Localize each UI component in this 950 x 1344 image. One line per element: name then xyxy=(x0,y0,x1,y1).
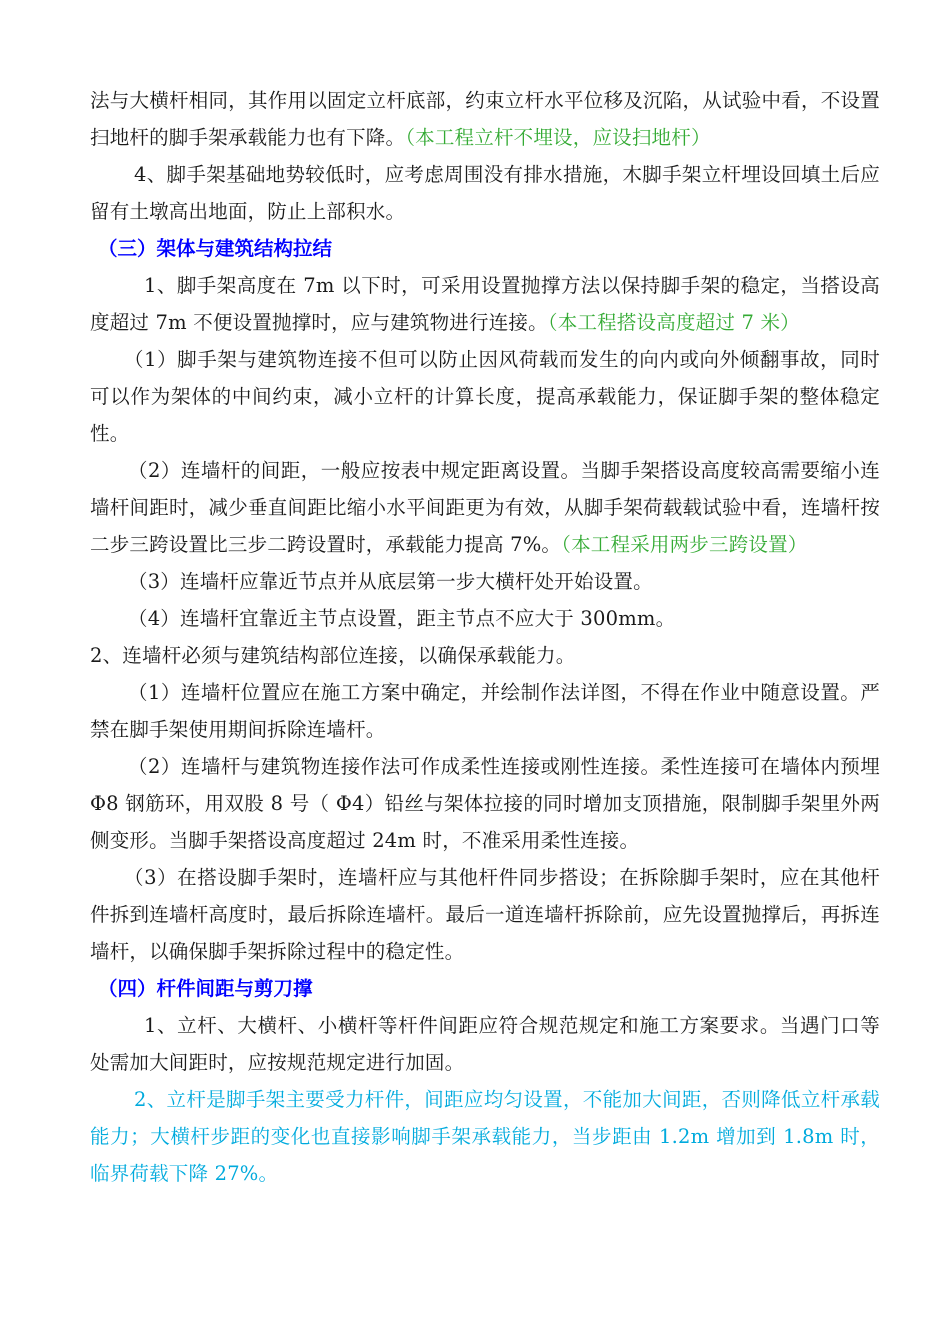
paragraph-wall-tie-connection: 2、连墙杆必须与建筑结构部位连接，以确保承载能力。 xyxy=(90,644,576,667)
paragraph-spacing-1: 1、立杆、大横杆、小横杆等杆件间距应符合规范规定和施工方案要求。当遇门口等处需加大间距时，应按规范规定进行加固。 xyxy=(90,1014,880,1074)
paragraph-tie-item-3: （3）在搭设脚手架时，连墙杆应与其他杆件同步搭设；在拆除脚手架时，应在其他杆件拆到连墙杆高度时，最后拆除连墙杆。最后一道连墙杆拆除前，应先设置抛撑后，再拆连墙杆，以确保脚手架拆除过程中的稳定性。 xyxy=(90,866,880,963)
paragraph-text: 法与大横杆相同，其作用以固定立杆底部，约束立杆水平位移及沉陷，从试验中看，不设置扫地杆的脚手架承载能力也有下降。 xyxy=(90,89,880,149)
project-note: （本工程立杆不埋设，应设扫地杆） xyxy=(405,126,711,149)
paragraph-item-3: （3）连墙杆应靠近节点并从底层第一步大横杆处开始设置。 xyxy=(128,570,653,593)
paragraph-tie-item-1: （1）连墙杆位置应在施工方案中确定，并绘制作法详图，不得在作业中随意设置。严禁在脚手架使用期间拆除连墙杆。 xyxy=(90,681,880,741)
paragraph-item-4: （4）连墙杆宜靠近主节点设置，距主节点不应大于 300mm。 xyxy=(128,607,676,630)
paragraph-foundation-drainage: 4、脚手架基础地势较低时，应考虑周围没有排水措施，木脚手架立杆埋设回填土后应留有土墩高出地面，防止上部积水。 xyxy=(90,163,880,223)
paragraph-item-1: （1）脚手架与建筑物连接不但可以防止因风荷载而发生的向内或向外倾翻事故，同时可以作为架体的中间约束，减小立杆的计算长度，提高承载能力，保证脚手架的整体稳定性。 xyxy=(90,348,880,445)
paragraph-text: 1、脚手架高度在 7m 以下时，可采用设置抛撑方法以保持脚手架的稳定，当搭设高度超过 7m 不便设置抛撑时，应与建筑物进行连接。 xyxy=(90,274,880,334)
project-note: （本工程搭设高度超过 7 米） xyxy=(547,311,800,334)
paragraph-spacing-2: 2、立杆是脚手架主要受力杆件，间距应均匀设置，不能加大间距，否则降低立杆承载能力；大横杆步距的变化也直接影响脚手架承载能力，当步距由 1.2m 增加到 1.8m 时，临界荷载下降 27%。 xyxy=(90,1088,880,1185)
project-note: （本工程采用两步三跨设置） xyxy=(561,533,808,556)
paragraph-height-bracing xyxy=(90,267,880,341)
paragraph-tie-item-2: （2）连墙杆与建筑物连接作法可作成柔性连接或刚性连接。柔性连接可在墙体内预埋 Φ8 钢筋环，用双股 8 号（ Φ4）铅丝与架体拉接的同时增加支顶措施，限制脚手架里外两侧变形。当脚手架搭设高度超过 24m 时，不准采用柔性连接。 xyxy=(90,755,880,852)
section-heading-4: （四）杆件间距与剪刀撑 xyxy=(98,977,313,1000)
section-heading-3: （三）架体与建筑结构拉结 xyxy=(98,237,333,260)
paragraph-item-2 xyxy=(90,452,880,563)
paragraph-sweep-rod xyxy=(90,82,880,156)
paragraph-text: （2）连墙杆的间距，一般应按表中规定距离设置。当脚手架搭设高度较高需要缩小连墙杆间距时，减少垂直间距比缩小水平间距更为有效，从脚手架荷载载试验中看，连墙杆按二步三跨设置比三步二跨设置时，承载能力提高 7%。 xyxy=(90,459,880,556)
